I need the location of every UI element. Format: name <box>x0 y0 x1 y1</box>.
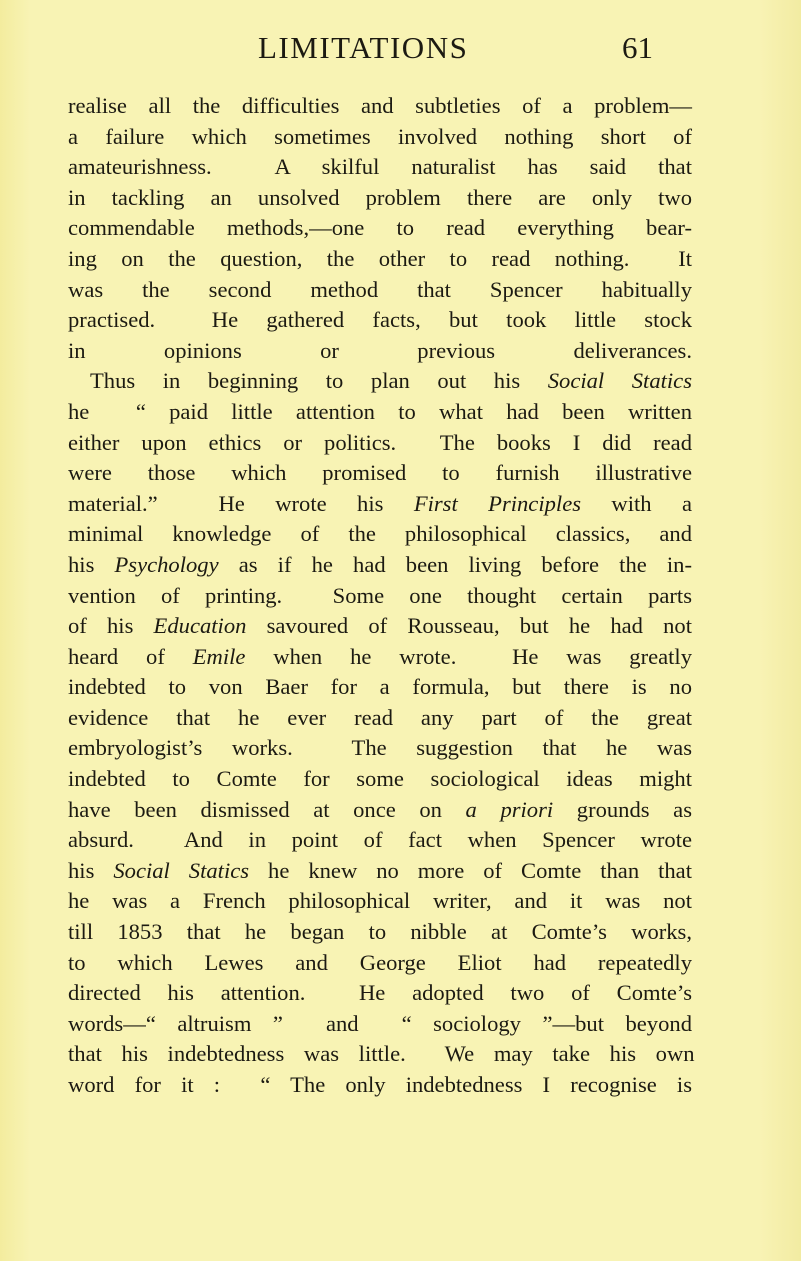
running-head <box>0 26 801 70</box>
text-run: minimal knowledge of the philosophical classics, and <box>68 521 692 547</box>
text-run: indebted to von Baer for a formula, but there is no <box>68 674 692 700</box>
text-line <box>68 122 692 153</box>
text-line <box>68 948 692 979</box>
text-line <box>68 795 692 826</box>
text-run: word for it : “ The only indebtedness I recognise is <box>68 1072 692 1097</box>
text-run: ing on the question, the other to read nothing. It <box>68 245 692 271</box>
text-line <box>68 703 692 734</box>
text-run: absurd. And in point of fact when Spencer wrote <box>68 827 692 853</box>
text-run: indebted to Comte for some sociological ideas might <box>68 766 692 792</box>
body-text <box>68 91 695 1101</box>
text-line <box>68 397 692 428</box>
text-line <box>68 733 692 764</box>
text-run: amateurishness. A skilful naturalist has said that <box>68 154 692 180</box>
text-line <box>68 764 692 795</box>
text-line <box>68 825 692 856</box>
text-line <box>68 1009 692 1040</box>
text-line <box>68 856 692 887</box>
text-run: his <box>68 857 114 883</box>
text-run: as if he had been living before the in- <box>218 551 692 577</box>
text-run: material.” He wrote his <box>68 490 414 516</box>
text-run: of his <box>68 613 154 639</box>
text-run: vention of printing. Some one thought certain parts <box>68 582 692 608</box>
text-run: with a <box>581 490 692 516</box>
italic-title: Social Statics <box>113 857 250 883</box>
text-run: evidence that he ever read any part of the great <box>68 704 692 730</box>
italic-title: Psychology <box>114 551 219 577</box>
text-run: when he wrote. He was greatly <box>245 643 692 669</box>
text-run: heard of <box>68 643 193 669</box>
text-line <box>68 978 692 1009</box>
text-line <box>68 213 692 244</box>
text-run: grounds as <box>553 796 692 822</box>
text-line <box>68 183 692 214</box>
text-run: to which Lewes and George Eliot had repeatedly <box>68 949 692 975</box>
text-run: his <box>68 551 115 577</box>
text-line <box>68 581 692 612</box>
text-line <box>68 91 692 122</box>
text-line <box>68 672 692 703</box>
text-run: Thus in beginning to plan out his <box>90 368 548 394</box>
text-run: have been dismissed at once on <box>68 796 466 822</box>
text-run: that his indebtedness was little. We may take his own <box>68 1041 695 1067</box>
text-line <box>68 1070 692 1101</box>
text-run: practised. He gathered facts, but took little stock <box>68 307 692 333</box>
text-line <box>68 152 692 183</box>
italic-title: First Principles <box>413 490 582 516</box>
text-line <box>68 244 692 275</box>
text-run: in opinions or previous deliverances. <box>68 337 692 363</box>
text-run: either upon ethics or politics. The books I did read <box>68 429 692 455</box>
text-line <box>68 458 692 489</box>
text-run: realise all the difficulties and subtleties of a problem— <box>68 93 692 118</box>
page-number: 61 <box>622 30 653 65</box>
text-run: commendable methods,—one to read everything bear- <box>68 215 692 241</box>
text-run: he knew no more of Comte than that <box>249 857 692 883</box>
text-line <box>68 611 692 642</box>
text-run: embryologist’s works. The suggestion that he was <box>68 735 692 761</box>
text-run: till 1853 that he began to nibble at Comte’s works, <box>68 919 692 945</box>
text-run: in tackling an unsolved problem there are only two <box>68 184 692 210</box>
text-line <box>68 642 692 673</box>
running-head-title: LIMITATIONS <box>258 30 469 65</box>
italic-title: Social Statics <box>547 368 692 394</box>
text-line <box>68 519 692 550</box>
italic-title: Education <box>153 613 247 639</box>
text-run: directed his attention. He adopted two of Comte’s <box>68 980 692 1006</box>
text-run: savoured of Rousseau, but he had not <box>246 613 692 639</box>
text-line <box>68 305 692 336</box>
text-line <box>68 1039 695 1070</box>
text-run: words—“ altruism ” and “ sociology ”—but beyond <box>68 1010 692 1036</box>
text-line <box>68 917 692 948</box>
text-line <box>68 275 692 306</box>
text-run: he was a French philosophical writer, and it was not <box>68 888 692 914</box>
text-run: were those which promised to furnish illustrative <box>68 460 692 486</box>
text-run: he “ paid little attention to what had been written <box>68 398 692 424</box>
italic-title: a priori <box>465 796 554 822</box>
italic-title: Emile <box>192 643 246 669</box>
text-line <box>68 336 692 367</box>
text-run: a failure which sometimes involved nothing short of <box>68 123 692 149</box>
text-line <box>68 489 692 520</box>
text-run: was the second method that Spencer habitually <box>68 276 692 302</box>
text-line <box>68 366 692 397</box>
text-line <box>68 550 692 581</box>
text-line <box>68 428 692 459</box>
text-line <box>68 886 692 917</box>
